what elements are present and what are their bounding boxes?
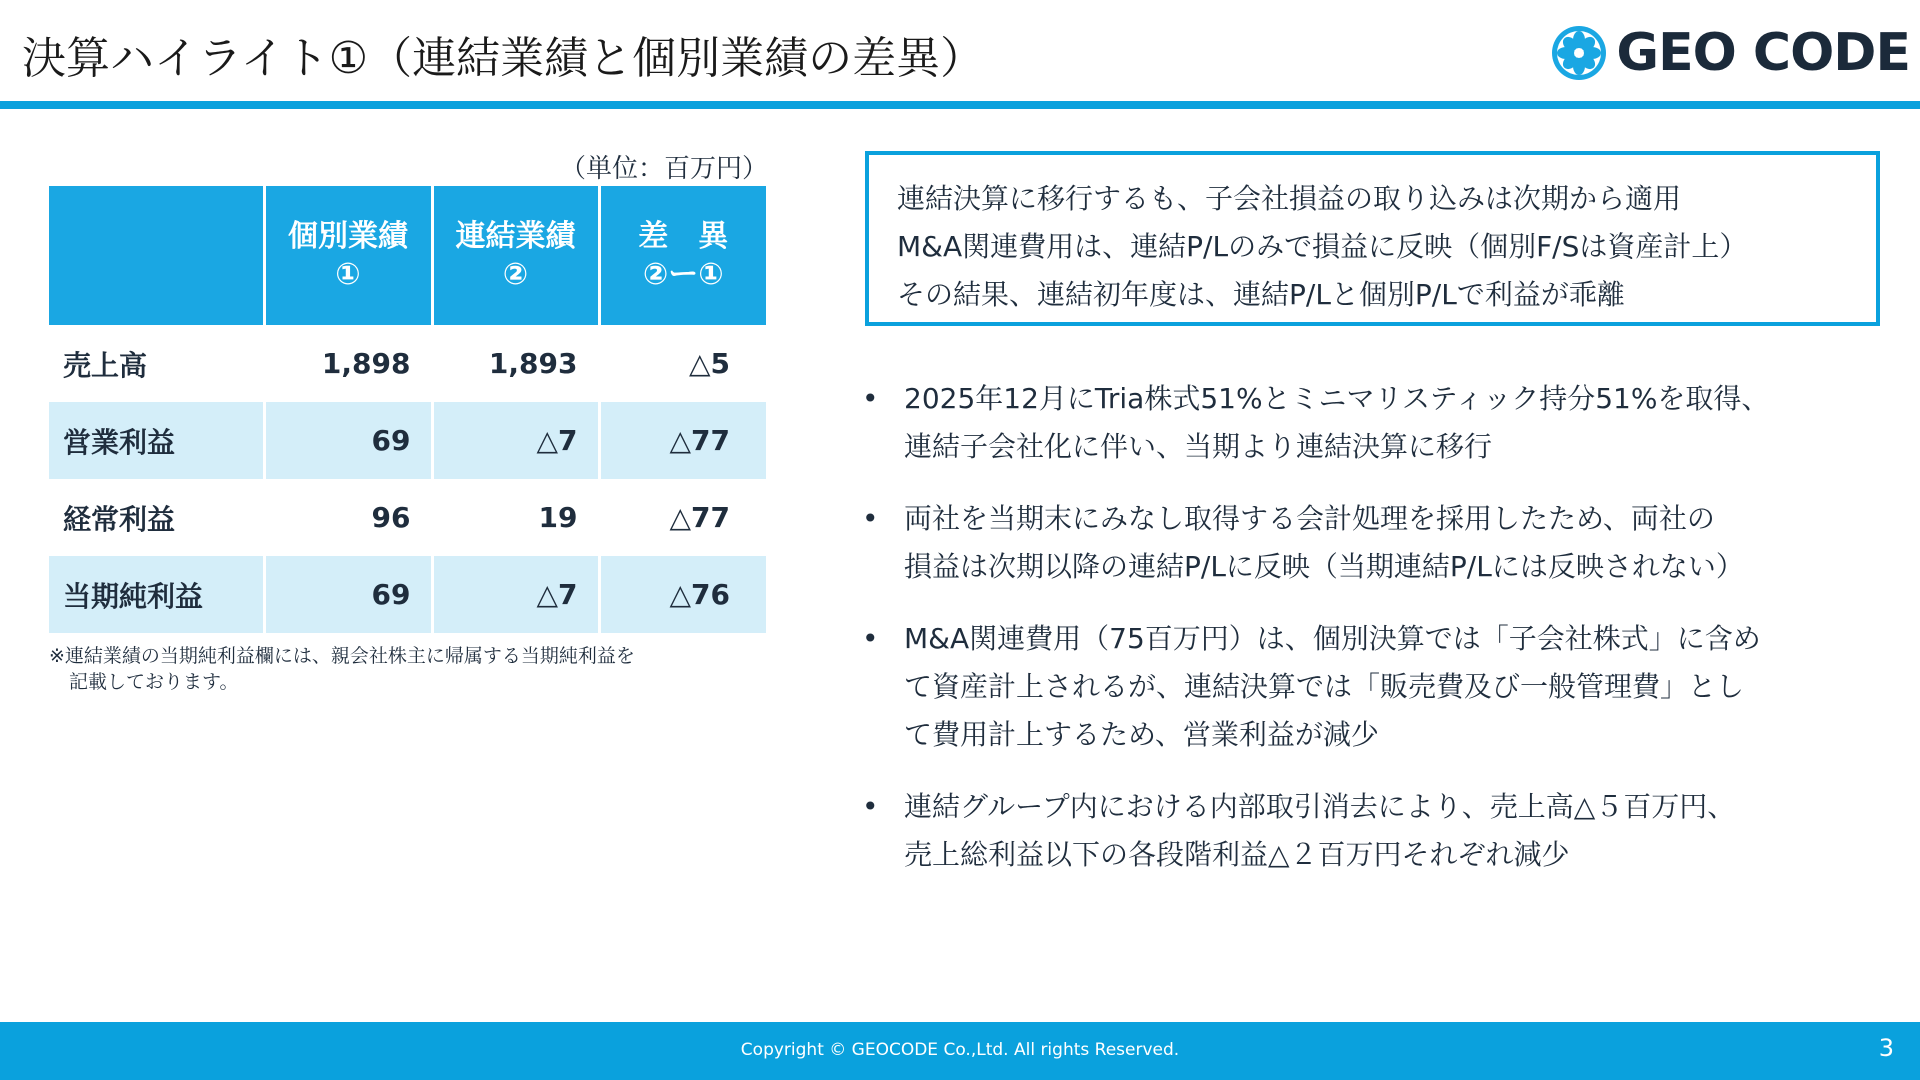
row-label: 当期純利益 bbox=[49, 556, 264, 633]
bullet-line: 2025年12月にTria株式51%とミニマリスティック持分51%を取得、 bbox=[904, 382, 1770, 415]
bullet-line: 連結グループ内における内部取引消去により、売上高△５百万円、 bbox=[904, 790, 1736, 823]
table-footnote bbox=[49, 644, 749, 695]
bullet-item bbox=[862, 615, 1872, 759]
header-line1: 個別業績 bbox=[288, 219, 408, 254]
difference-value: △77 bbox=[669, 501, 730, 534]
bullet-item bbox=[862, 783, 1872, 879]
header-line2: ②ー① bbox=[642, 256, 724, 292]
header-line1: 連結業績 bbox=[455, 219, 576, 254]
logo-text: GEO CODE bbox=[1616, 23, 1910, 83]
page-number: 3 bbox=[1878, 1034, 1894, 1062]
results-table bbox=[49, 186, 766, 633]
flower-emblem-icon bbox=[1550, 24, 1608, 82]
bullet-line: て資産計上されるが、連結決算では「販売費及び一般管理費」とし bbox=[904, 670, 1745, 703]
bullet-line: 両社を当期末にみなし取得する会計処理を採用したため、両社の bbox=[904, 502, 1715, 535]
copyright-text: Copyright © GEOCODE Co.,Ltd. All rights Reserved. bbox=[740, 1040, 1180, 1060]
row-label: 経常利益 bbox=[49, 479, 264, 556]
bullet-marker: • bbox=[862, 790, 879, 823]
difference-value: △76 bbox=[599, 556, 766, 633]
bullet-line: 売上総利益以下の各段階利益△２百万円それぞれ減少 bbox=[904, 838, 1570, 871]
bullet-list bbox=[862, 375, 1872, 903]
individual-value: 69 bbox=[264, 556, 432, 633]
summary-box bbox=[865, 151, 1880, 326]
header-line2: ② bbox=[502, 256, 529, 292]
header-consolidated bbox=[432, 186, 599, 325]
table-header-row bbox=[49, 186, 766, 325]
bullet-line: て費用計上するため、営業利益が減少 bbox=[904, 718, 1379, 751]
header-corner bbox=[49, 186, 264, 325]
company-logo bbox=[1550, 18, 1910, 88]
footnote-line: 記載しております。 bbox=[69, 670, 239, 693]
consolidated-value: 1,893 bbox=[432, 325, 599, 402]
difference-value: △5 bbox=[688, 347, 730, 380]
unit-label: （単位：百万円） bbox=[560, 154, 769, 184]
consolidated-value: △7 bbox=[432, 402, 599, 479]
individual-value: 96 bbox=[264, 479, 432, 556]
individual-value: 69 bbox=[264, 402, 432, 479]
bullet-marker: • bbox=[862, 382, 879, 415]
footer-bar bbox=[0, 1022, 1920, 1080]
summary-line: 連結決算に移行するも、子会社損益の取り込みは次期から適用 bbox=[897, 182, 1682, 215]
bullet-line: M&A関連費用（75百万円）は、個別決算では「子会社株式」に含め bbox=[904, 622, 1761, 655]
table-row bbox=[49, 402, 766, 479]
header-line2: ① bbox=[335, 256, 361, 292]
bullet-item bbox=[862, 495, 1872, 591]
table-row bbox=[49, 325, 766, 402]
summary-line: その結果、連結初年度は、連結P/Lと個別P/Lで利益が乖離 bbox=[897, 278, 1625, 311]
consolidated-value: 19 bbox=[432, 479, 599, 556]
difference-value: △77 bbox=[599, 402, 766, 479]
row-label: 営業利益 bbox=[49, 402, 264, 479]
header-line1: 差 異 bbox=[638, 219, 729, 254]
row-label: 売上高 bbox=[49, 325, 264, 402]
header-difference bbox=[599, 186, 766, 325]
summary-line: M&A関連費用は、連結P/Lのみで損益に反映（個別F/Sは資産計上） bbox=[897, 230, 1748, 263]
table-row bbox=[49, 556, 766, 633]
bullet-line: 損益は次期以降の連結P/Lに反映（当期連結P/Lには反映されない） bbox=[904, 550, 1744, 583]
bullet-line: 連結子会社化に伴い、当期より連結決算に移行 bbox=[904, 430, 1493, 463]
bullet-marker: • bbox=[862, 502, 879, 535]
consolidated-value: △7 bbox=[432, 556, 599, 633]
header-individual bbox=[264, 186, 432, 325]
page-title: 決算ハイライト①（連結業績と個別業績の差異） bbox=[22, 33, 985, 84]
bullet-marker: • bbox=[862, 622, 879, 655]
header-rule bbox=[0, 101, 1920, 109]
table-row bbox=[49, 479, 766, 556]
individual-value: 1,898 bbox=[264, 325, 432, 402]
footnote-line: ※連結業績の当期純利益欄には、親会社株主に帰属する当期純利益を bbox=[49, 645, 635, 667]
bullet-item bbox=[862, 375, 1872, 471]
